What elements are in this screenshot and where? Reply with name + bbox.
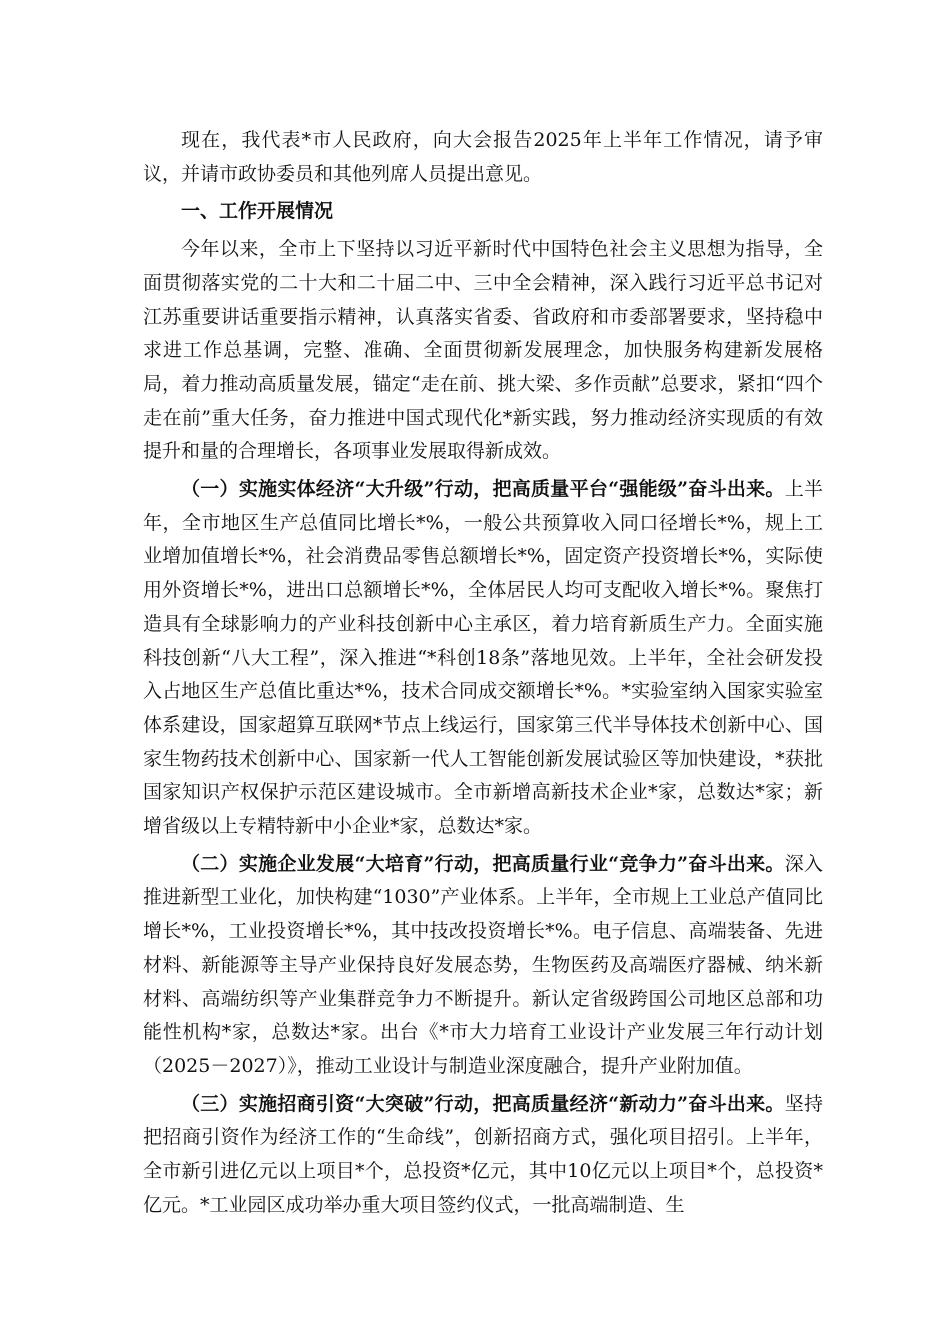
item-body-3: 坚持把招商引资作为经济工作的“生命线”，创新招商方式，强化项目招引。上半年，全市新引进亿元以上项目*个，总投资*亿元，其中10亿元以上项目*个，总投资*亿元。*工业园区成功举办重大项目签约仪式，一批高端制造、生 — [143, 1092, 823, 1216]
item-heading-3: （三）实施招商引资“大突破”行动，把高质量经济“新动力”奋斗出来。 — [181, 1092, 785, 1115]
item-paragraph-2 — [143, 848, 823, 1084]
section-title: 一、工作开展情况 — [181, 200, 334, 223]
item-heading-2: （二）实施企业发展“大培育”行动，把高质量行业“竞争力”奋斗出来。 — [181, 852, 785, 875]
item-paragraph-3 — [143, 1088, 823, 1223]
overview-paragraph: 今年以来，全市上下坚持以习近平新时代中国特色社会主义思想为指导，全面贯彻落实党的二十大和二十届二中、三中全会精神，深入践行习近平总书记对江苏重要讲话重要指示精神，认真落实省委、省政府和市委部署要求，坚持稳中求进工作总基调，完整、准确、全面贯彻新发展理念，加快服务构建新发展格局，着力推动高质量发展，锚定“走在前、挑大梁、多作贡献”总要求，紧扣“四个走在前”重大任务，奋力推进中国式现代化*新实践，努力推动经济实现质的有效提升和量的合理增长，各项事业发展取得新成效。 — [143, 238, 823, 463]
item-paragraph-1 — [143, 473, 823, 844]
document-body — [143, 124, 823, 1223]
item-body-2: 深入推进新型工业化，加快构建“1030”产业体系。上半年，全市规上工业总产值同比增长*%，工业投资增长*%，其中技改投资增长*%。电子信息、高端装备、先进材料、新能源等主导产业保持良好发展态势，生物医药及高端医疗器械、纳米新材料、高端纺织等产业集群竞争力不断提升。新认定省级跨国公司地区总部和功能性机构*家，总数达*家。出台《*市大力培育工业设计产业发展三年行动计划（2025－2027）》，推动工业设计与制造业深度融合，提升产业附加值。 — [143, 852, 823, 1077]
item-body-1: 上半年，全市地区生产总值同比增长*%，一般公共预算收入同口径增长*%，规上工业增加值增长*%，社会消费品零售总额增长*%，固定资产投资增长*%，实际使用外资增长*%，进出口总额增长*%，全体居民人均可支配收入增长*%。聚焦打造具有全球影响力的产业科技创新中心主承区，着力培育新质生产力。全面实施科技创新“八大工程”，深入推进“*科创18条”落地见效。上半年，全社会研发投入占地区生产总值比重达*%，技术合同成交额增长*%。*实验室纳入国家实验室体系建设，国家超算互联网*节点上线运行，国家第三代半导体技术创新中心、国家生物药技术创新中心、国家新一代人工智能创新发展试验区等加快建设，*获批国家知识产权保护示范区建设城市。全市新增高新技术企业*家，总数达*家；新增省级以上专精特新中小企业*家，总数达*家。 — [143, 478, 823, 838]
item-heading-1: （一）实施实体经济“大升级”行动，把高质量平台“强能级”奋斗出来。 — [181, 478, 785, 501]
intro-paragraph: 现在，我代表*市人民政府，向大会报告2025年上半年工作情况，请予审议，并请市政协委员和其他列席人员提出意见。 — [143, 129, 823, 185]
